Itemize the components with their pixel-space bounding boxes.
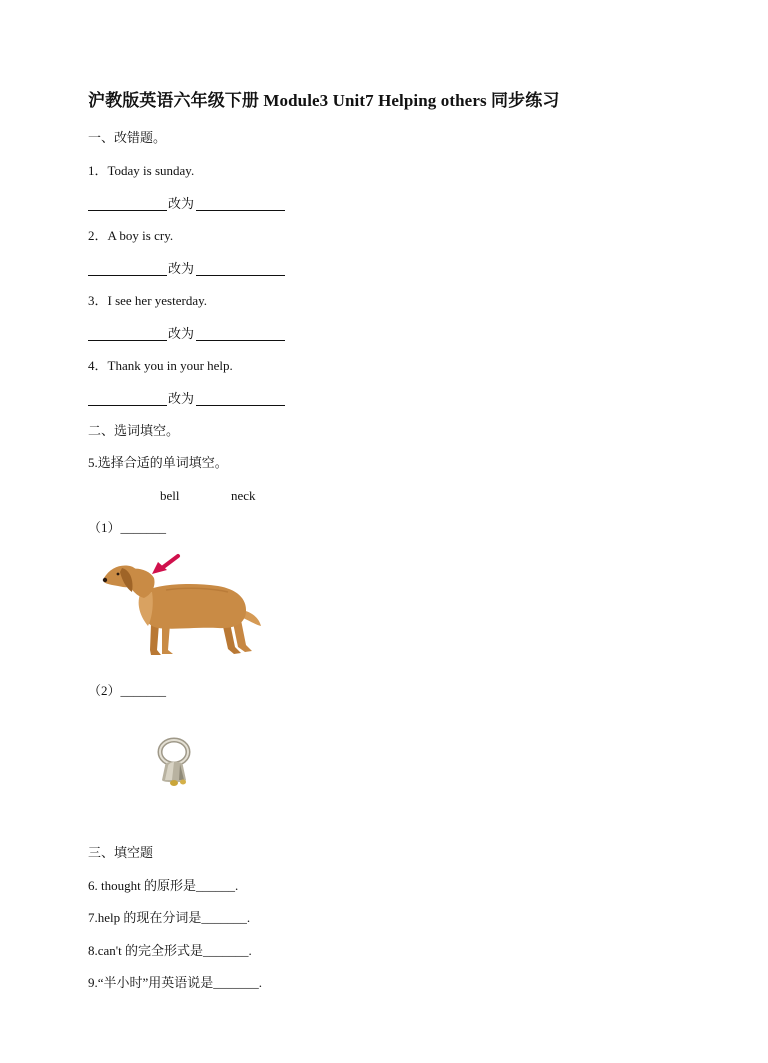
- question-text: 3．I see her yesterday.: [88, 293, 207, 308]
- answer-blank[interactable]: [88, 210, 167, 211]
- answer-blank[interactable]: [88, 340, 167, 341]
- section-heading: 二、选词填空。: [88, 423, 180, 438]
- question-text: 1．Today is sunday.: [88, 163, 195, 178]
- answer-blank[interactable]: [88, 405, 167, 406]
- section-heading: 三、填空题: [88, 845, 154, 860]
- answer-blank[interactable]: [196, 275, 285, 276]
- word-bank-item: bell: [160, 488, 180, 503]
- dog-image: [96, 552, 266, 662]
- change-label: 改为: [168, 196, 195, 211]
- change-label: 改为: [168, 326, 195, 341]
- bell-image: [152, 736, 196, 788]
- sub-question-label: （2）_______: [88, 683, 167, 698]
- sub-question-label: （1）_______: [88, 520, 167, 535]
- question-text: 4．Thank you in your help.: [88, 358, 233, 373]
- change-label: 改为: [168, 261, 195, 276]
- question-text: 7.help 的现在分词是_______.: [88, 910, 251, 925]
- change-label: 改为: [168, 391, 195, 406]
- page-title: 沪教版英语六年级下册 Module3 Unit7 Helping others 同步练习: [88, 91, 560, 110]
- answer-blank[interactable]: [196, 340, 285, 341]
- question-text: 5.选择合适的单词填空。: [88, 455, 228, 470]
- answer-blank[interactable]: [196, 405, 285, 406]
- question-text: 2．A boy is cry.: [88, 228, 174, 243]
- answer-blank[interactable]: [196, 210, 285, 211]
- arrow-icon: [148, 552, 182, 580]
- question-text: 6. thought 的原形是______.: [88, 878, 239, 893]
- answer-blank[interactable]: [88, 275, 167, 276]
- bell-icon: [152, 736, 196, 788]
- section-heading: 一、改错题。: [88, 130, 167, 145]
- question-text: 9.“半小时”用英语说是_______.: [88, 975, 263, 990]
- word-bank-item: neck: [231, 488, 256, 503]
- question-text: 8.can't 的完全形式是_______.: [88, 943, 252, 958]
